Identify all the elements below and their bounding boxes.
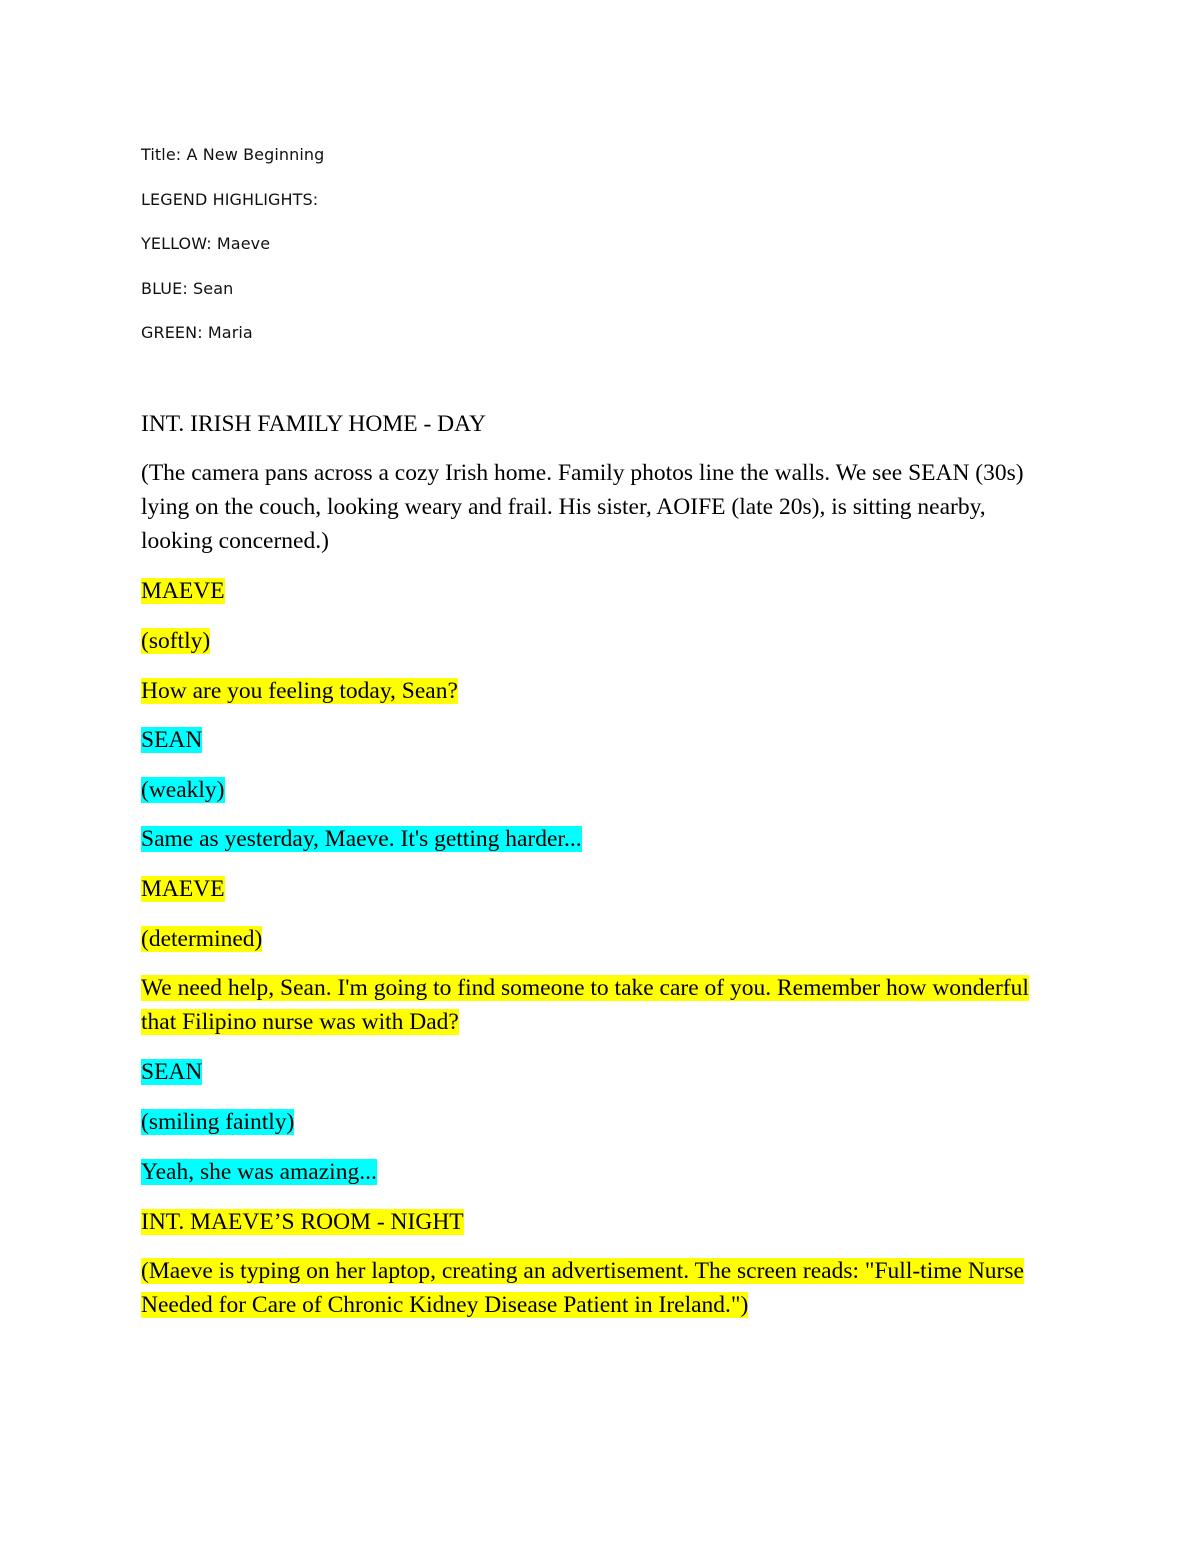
document-title: Title: A New Beginning	[141, 145, 325, 164]
character-name: SEAN	[141, 727, 203, 753]
dialogue-text: Same as yesterday, Maeve. It's getting harder...	[141, 826, 582, 852]
parenthetical-text: (softly)	[141, 628, 211, 654]
character-name: MAEVE	[141, 876, 225, 902]
dialogue-sean	[141, 1155, 377, 1189]
legend-yellow: YELLOW: Maeve	[141, 234, 271, 253]
character-name: SEAN	[141, 1059, 203, 1085]
legend-green: GREEN: Maria	[141, 323, 253, 342]
character-maeve	[141, 574, 225, 608]
scene-heading-1: INT. IRISH FAMILY HOME - DAY	[141, 411, 486, 437]
parenthetical	[141, 624, 210, 658]
parenthetical-text: (weakly)	[141, 777, 225, 803]
scene-action-1: (The camera pans across a cozy Irish home. Family photos line the walls. We see SEAN (30s) lying on the couch, looking weary and frail. His sister, AOIFE (late 20s), is sitting nearby, looking concerned.)	[141, 460, 1024, 554]
character-maeve	[141, 872, 225, 906]
dialogue-maeve	[141, 971, 1061, 1039]
scene-heading-text: INT. MAEVE’S ROOM - NIGHT	[141, 1209, 464, 1235]
dialogue-text: We need help, Sean. I'm going to find someone to take care of you. Remember how wonderful that Filipino nurse was with Dad?	[141, 975, 1029, 1035]
parenthetical	[141, 922, 262, 956]
character-name: MAEVE	[141, 578, 225, 604]
parenthetical-text: (determined)	[141, 926, 263, 952]
dialogue-sean	[141, 822, 582, 856]
dialogue-text: How are you feeling today, Sean?	[141, 678, 458, 704]
dialogue-maeve	[141, 674, 458, 708]
parenthetical	[141, 1105, 294, 1139]
legend-blue: BLUE: Sean	[141, 279, 234, 298]
scene-action-text: (Maeve is typing on her laptop, creating an advertisement. The screen reads: "Full-time Nurse Needed for Care of Chronic Kidney Disease Patient in Ireland.")	[141, 1258, 1024, 1318]
parenthetical-text: (smiling faintly)	[141, 1109, 295, 1135]
parenthetical	[141, 773, 225, 807]
dialogue-text: Yeah, she was amazing...	[141, 1159, 377, 1185]
character-sean	[141, 1055, 202, 1089]
character-sean	[141, 723, 202, 757]
scene-heading-2	[141, 1205, 464, 1239]
legend-heading: LEGEND HIGHLIGHTS:	[141, 190, 319, 209]
scene-action-2	[141, 1254, 1061, 1322]
